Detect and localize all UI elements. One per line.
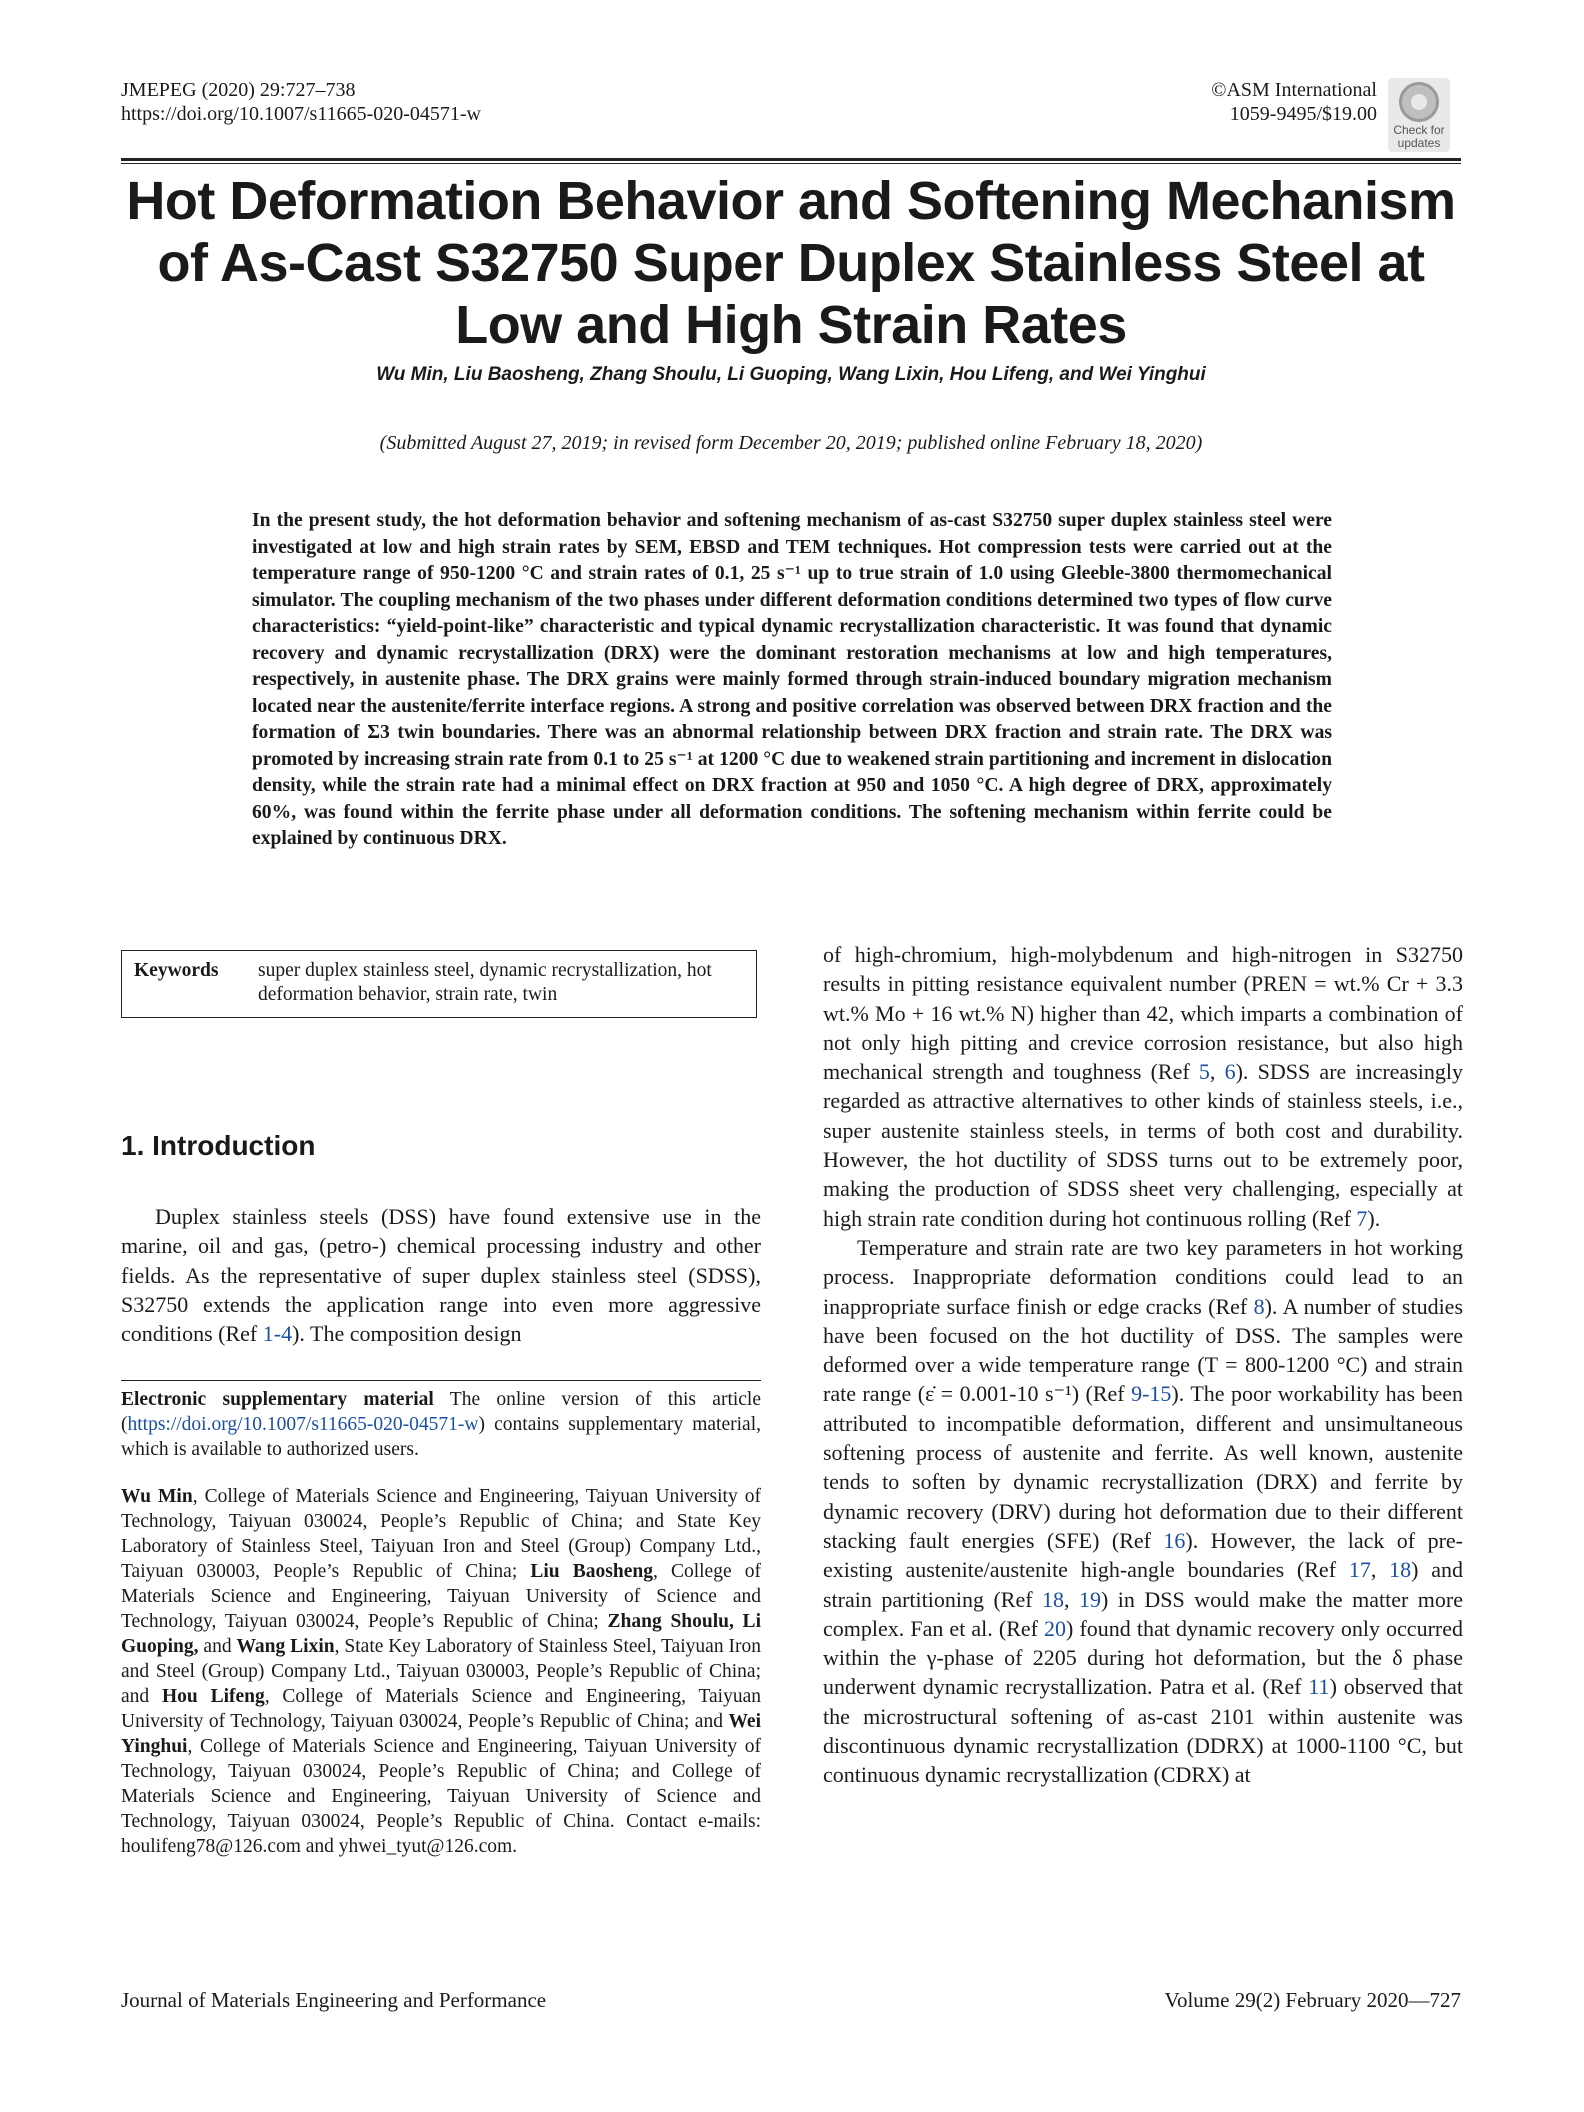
check-for-updates-badge[interactable] [1388,78,1450,152]
supplementary-note [121,1387,761,1462]
intro-paragraph [121,1202,761,1348]
issn-price: 1059-9495/$19.00 [1229,103,1377,125]
author-name: Hou Lifeng [161,1686,265,1707]
doi-link[interactable]: https://doi.org/10.1007/s11665-020-04571-w [121,103,481,125]
affiliation-text: , College of Materials Science and Engineering, Taiyuan University of Technology, Taiyuan 030024, People’s Republic of China; and State Key Laboratory of Stainless Steel, Taiyuan Iron and Steel (Group) Company Ltd., Taiyuan 030003, People’s Republic of China; [121,1486,761,1582]
reference-link[interactable]: 8 [1253,1293,1265,1319]
body-text: , [1209,1059,1225,1085]
author-name: Liu Baosheng [530,1561,653,1582]
right-column [823,940,1463,1790]
author-name: Wang Lixin [236,1636,335,1657]
reference-link[interactable]: 16 [1163,1527,1186,1553]
body-text: ). A number of studies have been focused on the hot ductility of DSS. The samples were deformed over a wide temperature range (T = 800-1200 °C) and strain rate range (ε̇ = 0.001-10 s⁻¹) (Ref [823,1293,1464,1407]
check-for-updates-icon [1399,82,1439,122]
publisher-copyright: ©ASM International [1211,79,1377,101]
affiliation-text: , State Key Laboratory of Stainless Steel, Taiyuan Iron and Steel (Group) Company Ltd., Taiyuan 030003, People’s Republic of China; and [121,1636,761,1707]
reference-link[interactable]: 6 [1224,1059,1236,1085]
body-text: ) found that dynamic recovery only occurred within the γ-phase of 2205 during hot deformation, but the δ phase underwent dynamic recrystallization. Patra et al. (Ref [823,1615,1463,1700]
reference-link[interactable]: 7 [1356,1205,1368,1231]
body-text: ) and strain partitioning (Ref [823,1557,1463,1612]
header-rule-thin [121,163,1461,164]
submission-dates: (Submitted August 27, 2019; in revised form December 20, 2019; published online February 18, 2020) [379,432,1203,454]
footnote-rule [121,1380,761,1381]
keywords-text: super duplex stainless steel, dynamic recrystallization, hot deformation behavior, strain rate, twin [258,960,712,1005]
journal-header [121,78,481,126]
body-text: ) observed that the microstructural softening of as-cast 2101 within austenite was discontinuous dynamic recrystallization (DDRX) at 1000-1100 °C, but continuous dynamic recrystallization (CDRX) at [823,1674,1464,1788]
body-text: ). The poor workability has been attributed to incompatible deformation, different and unsimultaneous softening process of austenite and ferrite. As well known, austenite tends to soften by dynamic recrystallization (DRX) and ferrite by dynamic recovery (DRV) during hot deformation due to their different stacking fault energies (SFE) (Ref [823,1381,1464,1553]
body-text: ). However, the lack of pre-existing austenite/austenite high-angle boundaries (Ref [823,1527,1463,1583]
author-list: Wu Min, Liu Baosheng, Zhang Shoulu, Li Guoping, Wang Lixin, Hou Lifeng, and Wei Yinghui [376,364,1206,385]
reference-link[interactable]: 11 [1308,1674,1330,1700]
esm-text-after: ) contains supplementary material, which is available to authorized users. [121,1414,761,1460]
author-name: Zhang Shoulu, Li Guoping, [121,1611,761,1657]
body-text: of high-chromium, high-molybdenum and high-nitrogen in S32750 results in pitting resistance equivalent number (PREN = wt.% Cr + 3.3 wt.% Mo + 16 wt.% N) higher than 42, which imparts a combination of not only high pitting and crevice corrosion resistance, but also high mechanical strength and toughness (Ref [823,942,1463,1085]
reference-link[interactable]: 19 [1079,1586,1101,1612]
body-text: , [1064,1586,1079,1612]
body-text: ) in DSS would make the matter more complex. Fan et al. (Ref [823,1586,1463,1641]
footer-volume-page: Volume 29(2) February 2020—727 [1164,1988,1461,2012]
reference-link[interactable]: 20 [1044,1615,1067,1641]
esm-doi-link[interactable]: https://doi.org/10.1007/s11665-020-04571-w [127,1414,479,1435]
esm-text-before: The online version of this article ( [121,1389,762,1435]
check-for-updates-label: Check for updates [1393,123,1445,150]
keywords-label: Keywords [134,960,219,981]
body-text: Temperature and strain rate are two key parameters in hot working process. Inappropriate deformation conditions could lead to an inappropriate surface finish or edge cracks (Ref [823,1234,1463,1319]
reference-link[interactable]: 9-15 [1131,1381,1172,1407]
reference-link[interactable]: 5 [1198,1059,1210,1085]
publisher-header [1211,78,1377,126]
intro-text: Duplex stainless steels (DSS) have found extensive use in the marine, oil and gas, (petro-) chemical processing industry and other fields. As the representative of super duplex stainless steel (SDSS), S32750 extends the application range into even more aggressive conditions (Ref 1-4). The composition design [121,1204,761,1347]
author-name: Wu Min [121,1486,193,1507]
affiliation-text: , College of Materials Science and Engineering, Taiyuan University of Science and Technology, Taiyuan 030024, People’s Republic of China; [121,1561,761,1632]
section-heading: 1. Introduction [121,1130,316,1161]
affiliation-text: , College of Materials Science and Engineering, Taiyuan University of Technology, Taiyuan 030024, People’s Republic of China; and College of Materials Science and Engineering, Taiyuan University of Science and Technology, Taiyuan 030024, People’s Republic of China. Contact e-mails: houlifeng78@126.com and yhwei_tyut@126.com. [121,1736,761,1857]
affiliation-text: , College of Materials Science and Engineering, Taiyuan University of Technology, Taiyuan 030024, People’s Republic of China; and [121,1686,761,1732]
footer-journal: Journal of Materials Engineering and Performance [121,1988,547,2012]
reference-link[interactable]: 1-4 [262,1321,293,1347]
journal-citation: JMEPEG (2020) 29:727–738 [121,79,356,101]
reference-link[interactable]: 18 [1389,1557,1412,1583]
body-paragraph [823,1233,1463,1790]
paper-title: Hot Deformation Behavior and Softening Mechanism of As-Cast S32750 Super Duplex Stainless Steel at Low and High Strain Rates [126,171,1456,355]
body-paragraph [823,940,1463,1233]
reference-link[interactable]: 18 [1042,1586,1065,1612]
body-text: , [1370,1557,1390,1583]
esm-label: Electronic supplementary material [121,1389,434,1410]
keywords-box [121,950,757,1018]
affiliation-text: and [198,1636,237,1657]
body-text: ). [1367,1205,1381,1231]
reference-link[interactable]: 17 [1348,1557,1371,1583]
header-rule [121,158,1461,161]
abstract: In the present study, the hot deformation behavior and softening mechanism of as-cast S32750 super duplex stainless steel were investigated at low and high strain rates by SEM, EBSD and TEM techniques. Hot compression tests were carried out at the temperature range of 950-1200 °C and strain rates of 0.1, 25 s⁻¹ up to true strain of 1.0 using Gleeble-3800 thermomechanical simulator. The coupling mechanism of the two phases under different deformation conditions determined two types of flow curve characteristics: “yield-point-like” characteristic and typical dynamic recrystallization characteristic. It was found that dynamic recovery and dynamic recrystallization (DRX) were the dominant restoration mechanisms at low and high temperatures, respectively, in austenite phase. The DRX grains were mainly formed through strain-induced boundary migration mechanism located near the austenite/ferrite interface regions. A strong and positive correlation was observed between DRX fraction and the formation of Σ3 twin boundaries. There was an abnormal relationship between DRX fraction and strain rate. The DRX was promoted by increasing strain rate from 0.1 to 25 s⁻¹ at 1200 °C due to weakened strain partitioning and increment in dislocation density, while the strain rate had a minimal effect on DRX fraction at 950 and 1050 °C. A high degree of DRX, approximately 60%, was found within the ferrite phase under all deformation conditions. The softening mechanism within ferrite could be explained by continuous DRX. [252,510,1332,849]
body-text: ). SDSS are increasingly regarded as attractive alternatives to other kinds of stainless steels, i.e., super austenite stainless steels, in terms of both cost and durability. However, the hot ductility of SDSS turns out to be extremely poor, making the production of SDSS sheet very challenging, especially at high strain rate condition during hot continuous rolling (Ref [823,1059,1464,1231]
affiliations [121,1484,761,1859]
author-name: Wei Yinghui [121,1711,761,1757]
